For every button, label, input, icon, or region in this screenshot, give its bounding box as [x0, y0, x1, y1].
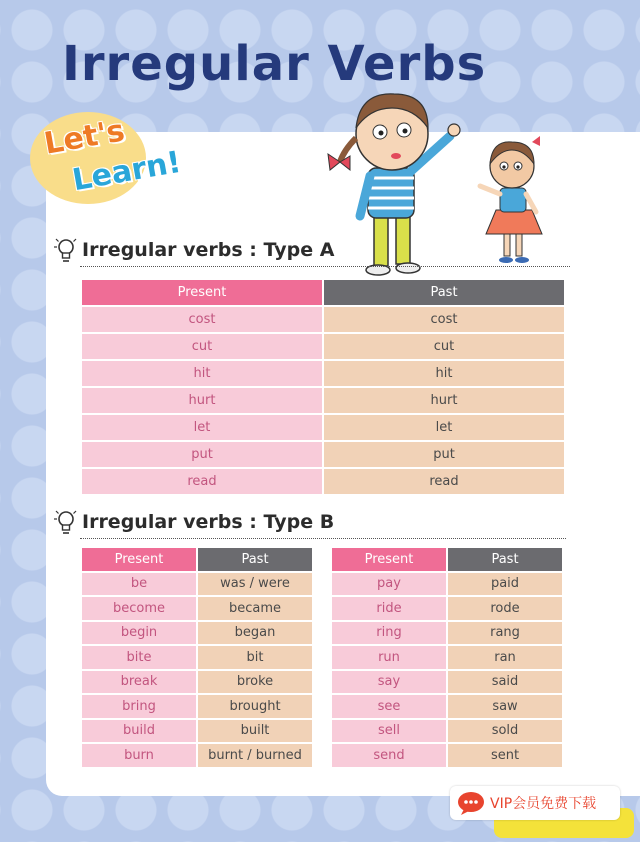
table-row — [82, 744, 312, 767]
present-cell: become — [82, 597, 196, 620]
chat-bubble-icon — [456, 790, 486, 816]
past-cell: rang — [448, 622, 562, 645]
present-cell: break — [82, 671, 196, 694]
past-header: Past — [198, 548, 312, 571]
lightbulb-icon — [54, 236, 78, 264]
past-cell: sold — [448, 720, 562, 743]
past-cell: bit — [198, 646, 312, 669]
present-cell: ride — [332, 597, 446, 620]
badge-line-1: Let's — [41, 113, 128, 162]
present-cell: bite — [82, 646, 196, 669]
past-cell: hurt — [324, 388, 564, 413]
table-row — [82, 646, 312, 669]
present-cell: ring — [332, 622, 446, 645]
table-row — [82, 307, 564, 332]
past-cell: cost — [324, 307, 564, 332]
section-b-divider — [80, 538, 566, 539]
present-cell: put — [82, 442, 322, 467]
present-cell: be — [82, 573, 196, 596]
table-row — [82, 334, 564, 359]
table-row — [332, 695, 562, 718]
table-row — [82, 720, 312, 743]
past-cell: built — [198, 720, 312, 743]
table-row — [82, 573, 312, 596]
section-a-title: Irregular verbs : Type A — [82, 239, 335, 261]
past-cell: rode — [448, 597, 562, 620]
present-cell: hurt — [82, 388, 322, 413]
past-cell: brought — [198, 695, 312, 718]
present-cell: begin — [82, 622, 196, 645]
past-cell: became — [198, 597, 312, 620]
present-cell: read — [82, 469, 322, 494]
badge-line-2: Learn! — [69, 144, 184, 199]
past-cell: said — [448, 671, 562, 694]
table-row — [82, 671, 312, 694]
present-cell: build — [82, 720, 196, 743]
present-cell: say — [332, 671, 446, 694]
past-cell: put — [324, 442, 564, 467]
present-cell: hit — [82, 361, 322, 386]
watermark-text: VIP会员免费下载 — [490, 796, 597, 812]
past-cell: burnt / burned — [198, 744, 312, 767]
past-cell: ran — [448, 646, 562, 669]
present-cell: bring — [82, 695, 196, 718]
table-row — [82, 388, 564, 413]
section-b-title: Irregular verbs : Type B — [82, 511, 335, 533]
page-title: Irregular Verbs — [62, 36, 487, 92]
table-header-row — [82, 548, 312, 571]
past-cell: sent — [448, 744, 562, 767]
table-row — [332, 720, 562, 743]
section-a-heading — [54, 236, 334, 264]
present-cell: cost — [82, 307, 322, 332]
present-cell: sell — [332, 720, 446, 743]
girl-pointing-illustration — [328, 94, 460, 275]
table-row — [332, 597, 562, 620]
present-cell: burn — [82, 744, 196, 767]
present-cell: run — [332, 646, 446, 669]
table-row — [332, 622, 562, 645]
section-a-divider — [80, 266, 570, 267]
present-cell: send — [332, 744, 446, 767]
past-cell: saw — [448, 695, 562, 718]
type-b-left-table — [80, 546, 314, 769]
kids-illustration — [310, 86, 580, 278]
table-row — [82, 442, 564, 467]
past-cell: read — [324, 469, 564, 494]
table-row — [82, 597, 312, 620]
past-cell: paid — [448, 573, 562, 596]
table-row — [82, 622, 312, 645]
past-cell: cut — [324, 334, 564, 359]
vip-download-watermark[interactable] — [450, 786, 620, 820]
lightbulb-icon — [54, 508, 78, 536]
table-header-row — [82, 280, 564, 305]
table-row — [82, 469, 564, 494]
past-cell: was / were — [198, 573, 312, 596]
lets-learn-badge — [30, 112, 184, 204]
present-header: Present — [332, 548, 446, 571]
past-cell: broke — [198, 671, 312, 694]
table-row — [332, 671, 562, 694]
table-row — [82, 361, 564, 386]
table-row — [82, 415, 564, 440]
table-header-row — [332, 548, 562, 571]
past-cell: hit — [324, 361, 564, 386]
table-row — [332, 646, 562, 669]
girl-standing-illustration — [480, 136, 542, 263]
past-header: Past — [448, 548, 562, 571]
section-b-heading — [54, 508, 334, 536]
past-header: Past — [324, 280, 564, 305]
past-cell: let — [324, 415, 564, 440]
table-row — [82, 695, 312, 718]
present-header: Present — [82, 548, 196, 571]
present-cell: pay — [332, 573, 446, 596]
type-a-table — [80, 278, 566, 496]
table-row — [332, 744, 562, 767]
present-header: Present — [82, 280, 322, 305]
present-cell: see — [332, 695, 446, 718]
table-row — [332, 573, 562, 596]
present-cell: cut — [82, 334, 322, 359]
past-cell: began — [198, 622, 312, 645]
type-b-right-table — [330, 546, 564, 769]
present-cell: let — [82, 415, 322, 440]
